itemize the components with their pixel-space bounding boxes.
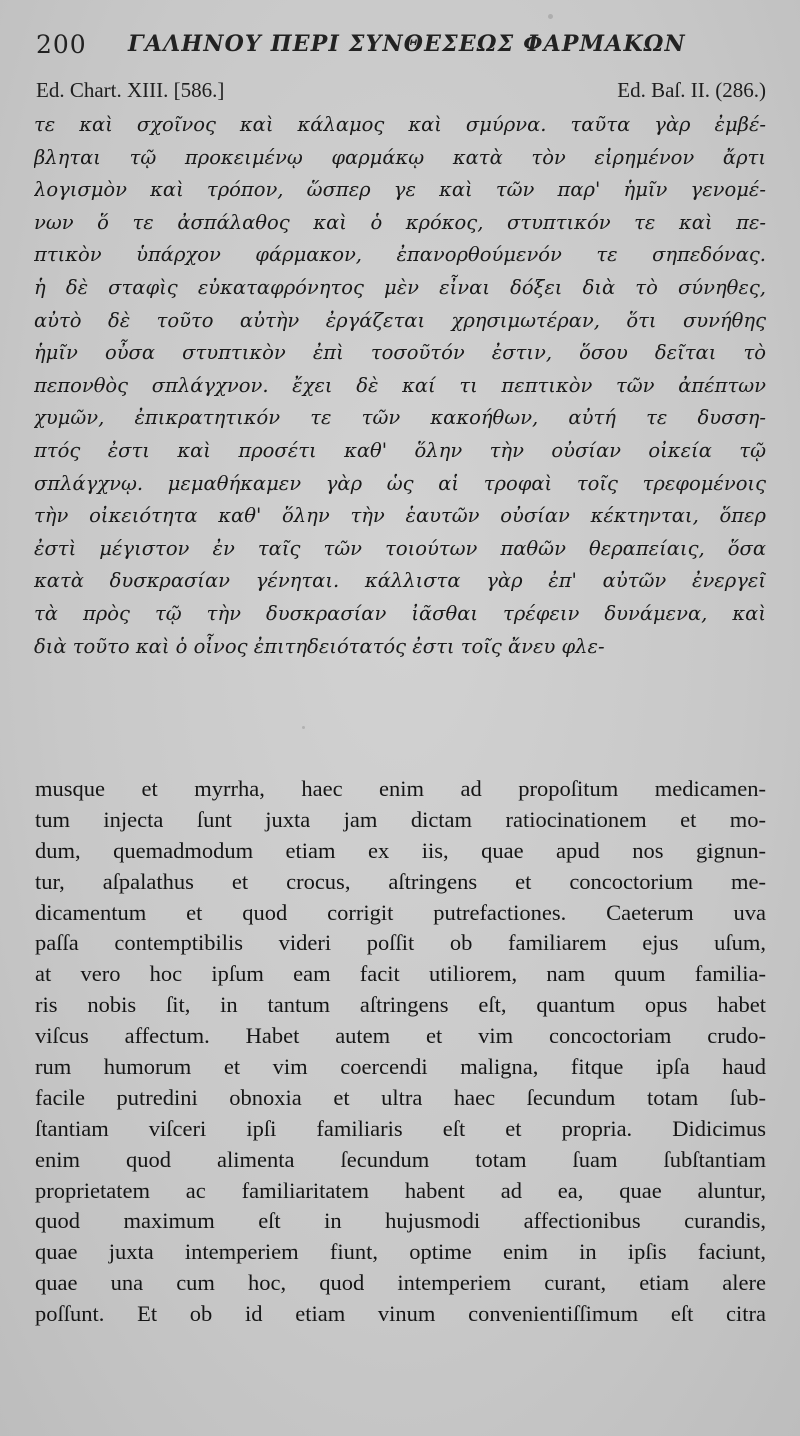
greek-line: βληται τῷ προκειμένῳ φαρμάκῳ κατὰ τὸν εἰρημένον ἄρτι xyxy=(34,145,766,169)
latin-line: facile putredini obnoxia et ultra haec ſecundum totam ſub- xyxy=(35,1084,766,1110)
greek-line: ἡ δὲ σταφὶς εὐκαταφρόνητος μὲν εἶναι δόξει διὰ τὸ σύνηθες, xyxy=(34,275,766,299)
latin-text-block xyxy=(35,774,766,1330)
latin-line: musque et myrrha, haec enim ad propoſitum medicamen- xyxy=(35,776,766,801)
paper-speck xyxy=(548,14,553,19)
greek-line: ἡμῖν οὖσα στυπτικὸν ἐπὶ τοσοῦτόν ἐστιν, ὅσου δεῖται τὸ xyxy=(34,341,766,365)
greek-line: τὰ πρὸς τῷ τὴν δυσκρασίαν ἰᾶσθαι τρέφειν δυνάμενα, καὶ xyxy=(34,601,766,625)
latin-line: dicamentum et quod corrigit putrefactiones. Caeterum uva xyxy=(35,899,766,925)
greek-line: ἐστὶ μέγιστον ἐν ταῖς τῶν τοιούτων παθῶν θεραπείαις, ὅσα xyxy=(34,536,766,560)
greek-line: αὐτὸ δὲ τοῦτο αὐτὴν ἐργάζεται χρησιμωτέραν, ὅτι συνήθης xyxy=(34,308,766,332)
latin-line: viſcus affectum. Habet autem et vim concoctoriam crudo- xyxy=(35,1023,766,1049)
running-title: ΓΑΛΗΝΟΥ ΠΕΡΙ ΣΥΝΘΕΣΕΩΣ ΦΑΡΜΑΚΩΝ xyxy=(128,31,686,57)
greek-line: τὴν οἰκειότητα καθ' ὅλην τὴν ἑαυτῶν οὐσίαν κέκτηνται, ὅπερ xyxy=(34,504,766,528)
running-head xyxy=(36,30,776,66)
paper-speck xyxy=(302,726,305,729)
latin-line: ſtantiam viſceri ipſi familiaris eſt et propria. Didicimus xyxy=(35,1115,766,1141)
latin-line: paſſa contemptibilis videri poſſit ob familiarem ejus uſum, xyxy=(35,930,766,956)
edition-chartier-reference: Ed. Chart. XIII. [586.] xyxy=(36,78,225,102)
latin-line: proprietatem ac familiaritatem habent ad ea, quae aluntur, xyxy=(35,1177,766,1203)
latin-line: quae una cum hoc, quod intemperiem curant, etiam alere xyxy=(35,1270,766,1296)
latin-line: ris nobis ſit, in tantum aſtringens eſt, quantum opus habet xyxy=(35,992,766,1018)
latin-line: quod maximum eſt in hujusmodi affectionibus curandis, xyxy=(35,1208,766,1234)
greek-line: νων ὅ τε ἀσπάλαθος καὶ ὁ κρόκος, στυπτικόν τε καὶ πε- xyxy=(34,210,766,234)
latin-line: enim quod alimenta ſecundum totam ſuam ſubſtantiam xyxy=(35,1146,766,1172)
latin-line: quae juxta intemperiem fiunt, optime enim in ipſis faciunt, xyxy=(35,1239,766,1265)
greek-line: τε καὶ σχοῖνος καὶ κάλαμος καὶ σμύρνα. ταῦτα γὰρ ἐμβέ- xyxy=(34,113,766,136)
paper-speck xyxy=(688,1096,691,1099)
greek-line: σπλάγχνῳ. μεμαθήκαμεν γὰρ ὡς αἱ τροφαὶ τοῖς τρεφομένοις xyxy=(34,471,766,495)
latin-line: tur, aſpalathus et crocus, aſtringens et concoctorium me- xyxy=(35,868,766,894)
greek-line: λογισμὸν καὶ τρόπον, ὥσπερ γε καὶ τῶν παρ' ἡμῖν γενομέ- xyxy=(34,178,766,202)
page-number: 200 xyxy=(36,30,87,59)
greek-line: διὰ τοῦτο καὶ ὁ οἶνος ἐπιτηδειότατός ἐστι τοῖς ἄνευ φλε- xyxy=(34,634,605,658)
edition-basel-reference: Ed. Baſ. II. (286.) xyxy=(617,78,766,102)
greek-line: κατὰ δυσκρασίαν γένηται. κάλλιστα γὰρ ἐπ' αὐτῶν ἐνεργεῖ xyxy=(34,569,766,593)
edition-references xyxy=(36,78,766,108)
latin-line: poſſunt. Et ob id etiam vinum convenientiſſimum eſt citra xyxy=(35,1301,766,1327)
greek-line: χυμῶν, ἐπικρατητικόν τε τῶν κακοήθων, αὐτή τε δυσση- xyxy=(34,406,766,430)
greek-line: πτός ἐστι καὶ προσέτι καθ' ὅλην τὴν οὐσίαν οἰκεία τῷ xyxy=(34,438,766,462)
greek-text-block xyxy=(34,109,766,663)
latin-line: tum injecta ſunt juxta jam dictam ratiocinationem et mo- xyxy=(35,806,766,832)
latin-line: dum, quemadmodum etiam ex iis, quae apud nos gignun- xyxy=(35,837,766,863)
latin-line: at vero hoc ipſum eam facit utiliorem, nam quum familia- xyxy=(35,961,766,987)
greek-line: πτικὸν ὑπάρχον φάρμακον, ἐπανορθούμενόν τε σηπεδόνας. xyxy=(34,243,766,267)
latin-line: rum humorum et vim coercendi maligna, fitque ipſa haud xyxy=(35,1054,766,1080)
greek-line: πεπονθὸς σπλάγχνον. ἔχει δὲ καί τι πεπτικὸν τῶν ἀπέπτων xyxy=(34,373,766,397)
